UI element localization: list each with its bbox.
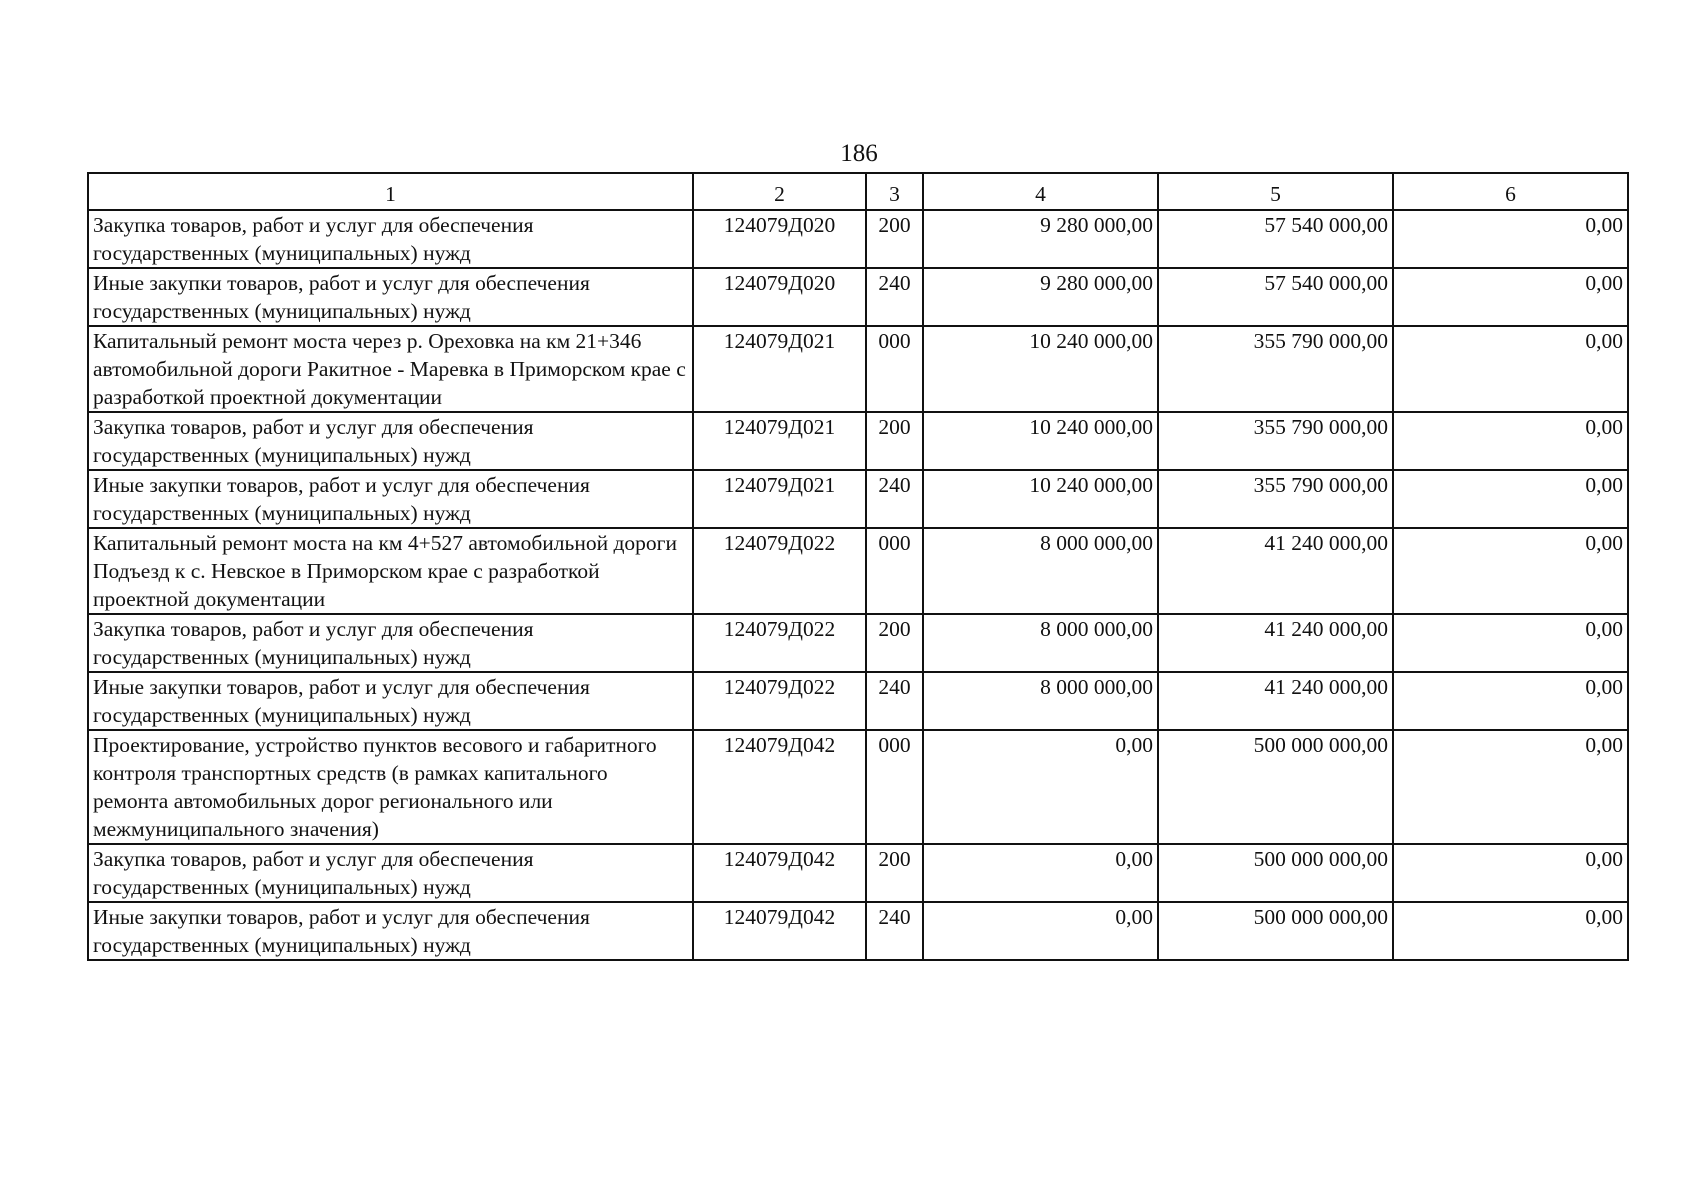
amount-column-4: 10 240 000,00 <box>923 412 1158 470</box>
table-row <box>88 672 1628 730</box>
target-article-code: 124079Д022 <box>693 672 866 730</box>
target-article-code: 124079Д042 <box>693 902 866 960</box>
table-row <box>88 614 1628 672</box>
column-header-6: 6 <box>1393 173 1628 210</box>
expense-type-code: 240 <box>866 268 923 326</box>
expense-type-code: 240 <box>866 470 923 528</box>
amount-column-4: 9 280 000,00 <box>923 268 1158 326</box>
table-row <box>88 902 1628 960</box>
expense-name: Закупка товаров, работ и услуг для обеспечения государственных (муниципальных) нужд <box>88 844 693 902</box>
target-article-code: 124079Д021 <box>693 470 866 528</box>
expense-name: Закупка товаров, работ и услуг для обеспечения государственных (муниципальных) нужд <box>88 614 693 672</box>
header-row <box>88 173 1628 210</box>
amount-column-6: 0,00 <box>1393 412 1628 470</box>
amount-column-6: 0,00 <box>1393 672 1628 730</box>
expense-type-code: 000 <box>866 326 923 412</box>
table-row <box>88 412 1628 470</box>
amount-column-5: 355 790 000,00 <box>1158 412 1393 470</box>
expense-name: Иные закупки товаров, работ и услуг для обеспечения государственных (муниципальных) нужд <box>88 268 693 326</box>
amount-column-4: 8 000 000,00 <box>923 614 1158 672</box>
target-article-code: 124079Д020 <box>693 268 866 326</box>
amount-column-6: 0,00 <box>1393 614 1628 672</box>
expense-type-code: 000 <box>866 730 923 844</box>
amount-column-4: 0,00 <box>923 730 1158 844</box>
amount-column-6: 0,00 <box>1393 528 1628 614</box>
amount-column-5: 355 790 000,00 <box>1158 470 1393 528</box>
amount-column-4: 8 000 000,00 <box>923 528 1158 614</box>
amount-column-5: 57 540 000,00 <box>1158 210 1393 268</box>
amount-column-4: 10 240 000,00 <box>923 470 1158 528</box>
amount-column-4: 8 000 000,00 <box>923 672 1158 730</box>
expense-type-code: 240 <box>866 672 923 730</box>
target-article-code: 124079Д021 <box>693 412 866 470</box>
page-number: 186 <box>840 140 878 167</box>
expense-name: Капитальный ремонт моста на км 4+527 автомобильной дороги Подъезд к с. Невское в Приморском крае с разработкой проектной документации <box>88 528 693 614</box>
target-article-code: 124079Д022 <box>693 528 866 614</box>
amount-column-5: 41 240 000,00 <box>1158 614 1393 672</box>
amount-column-6: 0,00 <box>1393 730 1628 844</box>
target-article-code: 124079Д022 <box>693 614 866 672</box>
amount-column-4: 9 280 000,00 <box>923 210 1158 268</box>
target-article-code: 124079Д042 <box>693 844 866 902</box>
amount-column-5: 355 790 000,00 <box>1158 326 1393 412</box>
amount-column-5: 41 240 000,00 <box>1158 672 1393 730</box>
expense-name: Закупка товаров, работ и услуг для обеспечения государственных (муниципальных) нужд <box>88 412 693 470</box>
table-row <box>88 528 1628 614</box>
table-row <box>88 730 1628 844</box>
amount-column-4: 0,00 <box>923 844 1158 902</box>
expense-name: Иные закупки товаров, работ и услуг для обеспечения государственных (муниципальных) нужд <box>88 672 693 730</box>
amount-column-6: 0,00 <box>1393 210 1628 268</box>
expense-name: Закупка товаров, работ и услуг для обеспечения государственных (муниципальных) нужд <box>88 210 693 268</box>
target-article-code: 124079Д021 <box>693 326 866 412</box>
column-header-1: 1 <box>88 173 693 210</box>
table-row <box>88 210 1628 268</box>
table-row <box>88 844 1628 902</box>
expense-type-code: 200 <box>866 614 923 672</box>
table-row <box>88 326 1628 412</box>
amount-column-4: 10 240 000,00 <box>923 326 1158 412</box>
amount-column-5: 57 540 000,00 <box>1158 268 1393 326</box>
target-article-code: 124079Д042 <box>693 730 866 844</box>
target-article-code: 124079Д020 <box>693 210 866 268</box>
amount-column-6: 0,00 <box>1393 470 1628 528</box>
amount-column-5: 500 000 000,00 <box>1158 902 1393 960</box>
expense-type-code: 200 <box>866 844 923 902</box>
column-header-3: 3 <box>866 173 923 210</box>
table-row <box>88 470 1628 528</box>
amount-column-6: 0,00 <box>1393 268 1628 326</box>
column-header-4: 4 <box>923 173 1158 210</box>
amount-column-5: 500 000 000,00 <box>1158 844 1393 902</box>
table-row <box>88 268 1628 326</box>
expense-type-code: 000 <box>866 528 923 614</box>
amount-column-6: 0,00 <box>1393 902 1628 960</box>
expense-name: Иные закупки товаров, работ и услуг для обеспечения государственных (муниципальных) нужд <box>88 470 693 528</box>
amount-column-5: 500 000 000,00 <box>1158 730 1393 844</box>
amount-column-6: 0,00 <box>1393 844 1628 902</box>
expense-name: Иные закупки товаров, работ и услуг для обеспечения государственных (муниципальных) нужд <box>88 902 693 960</box>
budget-table <box>87 172 1629 961</box>
amount-column-5: 41 240 000,00 <box>1158 528 1393 614</box>
column-header-5: 5 <box>1158 173 1393 210</box>
expense-type-code: 200 <box>866 412 923 470</box>
amount-column-6: 0,00 <box>1393 326 1628 412</box>
expense-type-code: 240 <box>866 902 923 960</box>
expense-name: Капитальный ремонт моста через р. Ореховка на км 21+346 автомобильной дороги Ракитное - Маревка в Приморском крае с разработкой проектной документации <box>88 326 693 412</box>
column-header-2: 2 <box>693 173 866 210</box>
amount-column-4: 0,00 <box>923 902 1158 960</box>
expense-type-code: 200 <box>866 210 923 268</box>
expense-name: Проектирование, устройство пунктов весового и габаритного контроля транспортных средств (в рамках капитального ремонта автомобильных дорог регионального или межмуниципального значения) <box>88 730 693 844</box>
